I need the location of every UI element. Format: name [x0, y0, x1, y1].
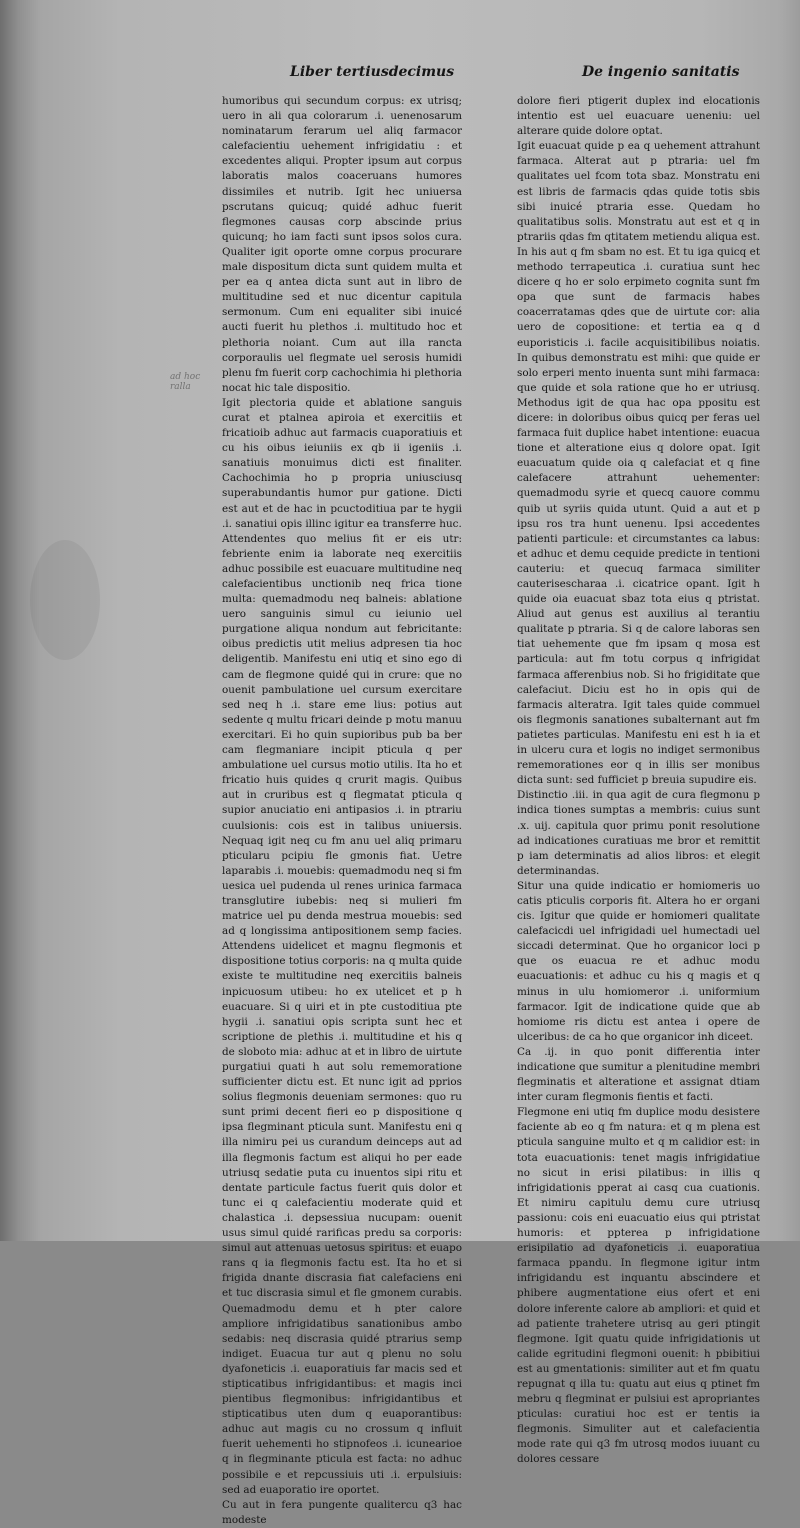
- paragraph: Ca .ij. in quo ponit differentia inter indicatione que sumitur a plenitudine membri flegminatis et alteratione et assignat dtiam inter curam flegmonis fientis et facti.: [517, 1045, 760, 1104]
- paragraph: Situr una quide indicatio er homiomeris uo catis pticulis corporis fit. Altera ho er organi cis. Igitur que quide er homiomeri qualitate calefacicdi uel infrigidadi uel humectadi uel siccadi determinat. Que ho organicor loci p que os euacua re et adhuc modu euacuationis: et adhuc cu his q magis et q minus in ulu homiomeror .i. uniformium farmacor. Igit de indicatione quide que ab homiome ris dictu est antea i opere de ulceribus: de ca ho que organicor inh diceet.: [517, 879, 760, 1043]
- paragraph: Distinctio .iii. in qua agit de cura flegmonu p indica tiones sumptas a membris: cuius sunt .x. uij. capitula quor primu ponit resolutione ad indicationes curatiuas me bror et remittit p iam determinatis ad alios libros: et elegit determinandas.: [517, 789, 760, 877]
- text-column-left: [222, 94, 462, 1526]
- paper-stain: [30, 540, 100, 660]
- paragraph: Cu aut in fera pungente qualitercu q3 hac modeste: [222, 1498, 462, 1526]
- running-head-right: De ingenio sanitatis: [582, 64, 740, 80]
- paragraph: humoribus qui secundum corpus: ex utrisq; uero in ali qua colorarum .i. uenenosarum nominatarum ferarum uel aliq farmacor calefacientiu uehement infrigidatiu : et excedentes aliqui. Propter ipsum aut corpus laboratis malos coaceruans humores dissimiles et nutrib. Igit hec uniuersa pscrutans quicuq; quidé adhuc fuerit flegmones causas corp abscinde prius quicunq; ho iam facti sunt ipsos solos cura. Qualiter igit oporte omne corpus procurare male dispositum dicta sunt quidem multa et per ea q antea dicta sunt aut in libro de multitudine sed et nuc dicentur capitula sermonum. Cum eni equaliter sibi inuicé aucti fuerit hu plethos .i. multitudo hoc et plethoria noiant. Cum aut illa rancta corporaulis uel flegmate uel serosis humidi plenu fm fuerit corp cachochimia hi plethoria nocat hic tale dispositio.: [222, 95, 462, 394]
- paragraph: Attendentes quo melius fit er eis utr: febriente enim ia laborate neq exercitiis adhuc possibile est euacuare multitudine neq calefacientibus unctionib neq frica tione multa: quemadmodu neq balneis: ablatione uero sanguinis simul cu ieiunio uel purgatione aliqua nondum aut febricitante: oibus predictis utit melius adpresen tia hoc deligentib. Manifestu eni utiq et sino ego di cam de flegmone quidé qui in crure: que no ouenit pambulatione uel cursum exercitare sed neq h .i. stare eme lius: potius aut sedente q multu fricari deinde p motu manuu exercitari. Ei ho quin supioribus pub ba ber cam flegmaniare incipit pticula q per ambulatione uel cursus motio utilis. Ita ho et fricatio huis quides q crurit magis. Quibus aut in cruribus est q flegmatat pticula q supior anuciatio eni antipasios .i. in ptrariu cuulsionis: cois est in talibus uniuersis. Nequaq igit neq cu fm anu uel aliq primaru pticularu pcipiu fle gmonis fiat. Uetre laparabis .i. mouebis: quemadmodu neq si fm uesica uel pudenda ul renes urinica farmaca transglutire iubebis: neq si mulieri fm matrice uel pu denda mestrua mouebis: sed ad q longissima antipositionem semp facies. Attendens uidelicet et magnu flegmonis et dispositione totius corporis: na q multa quide existe te multitudine neq exercitiis balneis inpicuosum utibeu: ho ex utelicet et p h euacuare. Si q uiri et in pte custoditiua pte hygii .i. sanatiui opis scripta sunt hec et scriptione de plethis .i. multitudine et his q de sloboto mia: adhuc at et in libro de uirtute purgatiui quati h aut solu rememoratione sufficienter dictu est. Et nunc igit ad pprios solius flegmonis deueniam sermones: quo ru sunt primi decent fieri eo p dispositione q ipsa flegminant pticula sunt. Manifestu eni q illa nimiru pei us curandum deinceps aut ad illa flegmonis factum est aliqui ho per eade utriusq sedatie puta cu inuentos sipi ritu et dentate particule factus fuerit quis dolor et tunc ei q calefacientiu moderate quid et chalastica .i. depsessiua nucupam: ouenit usus simul quidé rarificas predu sa corporis: simul aut attenuas uetosus spiritus: et euapo rans q ia flegmonis factu est. Ita ho et si frigida dnante discrasia fiat calefaciens eni et tuc discrasia simul et fle gmonem curabis. Quemadmodu demu et h pter calore ampliore infrigidatibus sanationibus ambo sedabis: neq discrasia quidé ptrarius semp indiget. Euacua tur aut q plenu no solu dyafoneticis .i. euaporatiuis far macis sed et stipticatibus infrigidantibus: et magis inci pientibus flegmonibus: infrigidantibus et stipticatibus uten dum q euaporantibus: adhuc aut magis cu no crossum q influit fuerit uehementi ho stipnofeos .i. icunearioe q in flegminante pticula est facta: no adhuc possibile e et repcussiuis uti .i. erpulsiuis: sed ad euaporatio ire oportet.: [222, 532, 462, 1496]
- paragraph: Igit euacuat quide p ea q uehement attrahunt farmaca. Alterat aut p ptraria: uel fm qualitates uel fcom tota sbaz. Monstratu eni est libris de farmacis qdas quide totis sbis sibi inuicé ptraria esse. Quedam ho qualitatibus solis. Monstratu aut est et q in ptrariis qdas fm qtitatem metiendu aliqua est. In his aut q fm sbam no est. Et tu iga quicq et methodo terrapeutica .i. curatiua sunt hec dicere q ho er solo erpimeto cognita sunt fm opa que sunt de farmacis habes coacerratamas qdes que de uirtute cor: alia uero de copositione: et tertia ea q d euporisticis .i. facile acquisitibilibus noiatis. In quibus demonstratu est mihi: que quide er solo erperi mento inuenta sunt mihi farmaca: que quide et sola ratione que ho er utriusq. Methodus igit de qua hac opa ppositu est dicere: in doloribus oibus quicq per feras uel farmaca fuit duplice habet intentione: euacua tione et alteratione eius q dolore opat. Igit euacuatum quide oia q calefaciat et q fine calefacere attrahunt uehementer: quemadmodu syrie et quecq cauore commu quib ut syriis quida utunt. Quid a aut et p ipsu ros tra hunt uenenu. Ipsi accedentes patienti particule: et circumstantes ca labus: et adhuc et demu cequide predicte in tentioni cauteriu: et quecuq farmaca similiter cauterisescharaa .i. cicatrice opant. Igit h quide oia euacuat sbaz tota eius q ptristat. Aliud aut genus est auxilius al terantiu qualitate p ptraria. Si q de calore laboras sen tiat uehemente que fm ipsam q mosa est particula: aut fm totu corpus q infrigidat farmaca afferenbius nob. Si ho frigiditate que calefaciut. Diciu est ho in opis qui de farmacis alteratra. Igit tales quide commuel ois flegmonis sanationes subalternant aut fm patietes particulas. Manifestu eni est h ia et in ulceru cura et logis no indiget sermonibus rememorationes eor q in illis ser monibus dicta sunt: sed fufficiet p breuia supudire eis.: [517, 140, 761, 787]
- text-column-right: [517, 94, 761, 1466]
- paragraph: Igit plectoria quide et ablatione sanguis curat et ptalnea apiroia et exercitiis et fricatioib adhuc aut farmacis cuaporatiuis et cu his oibus ieiuniis ex qb ii igeniis .i. sanatiuis monuimus dicti est finaliter. Cachochimia ho p propria uniusciusq superabundantis humor pur gatione. Dicti est aut et de hac in pcuctoditiua par te hygii .i. sanatiui opis illinc igitur ea transferre huc.: [222, 396, 462, 530]
- running-head-left: Liber tertiusdecimus: [290, 64, 455, 80]
- marginal-annotation: ad hoc ralla: [170, 372, 201, 392]
- paragraph: Flegmone eni utiq fm duplice modu desistere faciente ab eo q fm natura: et q m plena est pticula sanguine multo et q m calidior est: in tota euacuationis: tenet magis infrigidatiue no sicut in erisi pilatibus: in illis q infrigidationis pperat ai casq cua cuationis. Et nimiru capitulu demu cure utriusq passionu: cois eni euacuatio eius qui ptristat humoris: et ppterea p infrigidatione erisipilatio ad dyafoneticis .i. euaporatiua farmaca ppandu. In flegmone igitur intm infrigidandu est inquantu abscindere et phibere augmentatione eius ofert et eni dolore inferente calore ab ampliori: et quid et ad patiente trahetere utrisq au geri ptingit flegmone. Igit quatu quide infrigidationis ut calide egritudini flegmoni ouenit: h pbibitiui est au gmentationis: similiter aut et fm quatu repugnat q illa tu: quatu aut eius q ptinet fm mebru q flegminat er pulsiui est apropriantes pticulas: curatiui hoc est er tentis ia flegmonis. Simuliter aut et calefacientia mode rate qui q3 fm utrosq modos iuuant cu dolores cessare: [517, 1106, 760, 1466]
- paragraph: dolore fieri ptigerit duplex ind elocationis intentio est uel euacuare ueneniu: uel alterare quide dolore optat.: [517, 95, 760, 138]
